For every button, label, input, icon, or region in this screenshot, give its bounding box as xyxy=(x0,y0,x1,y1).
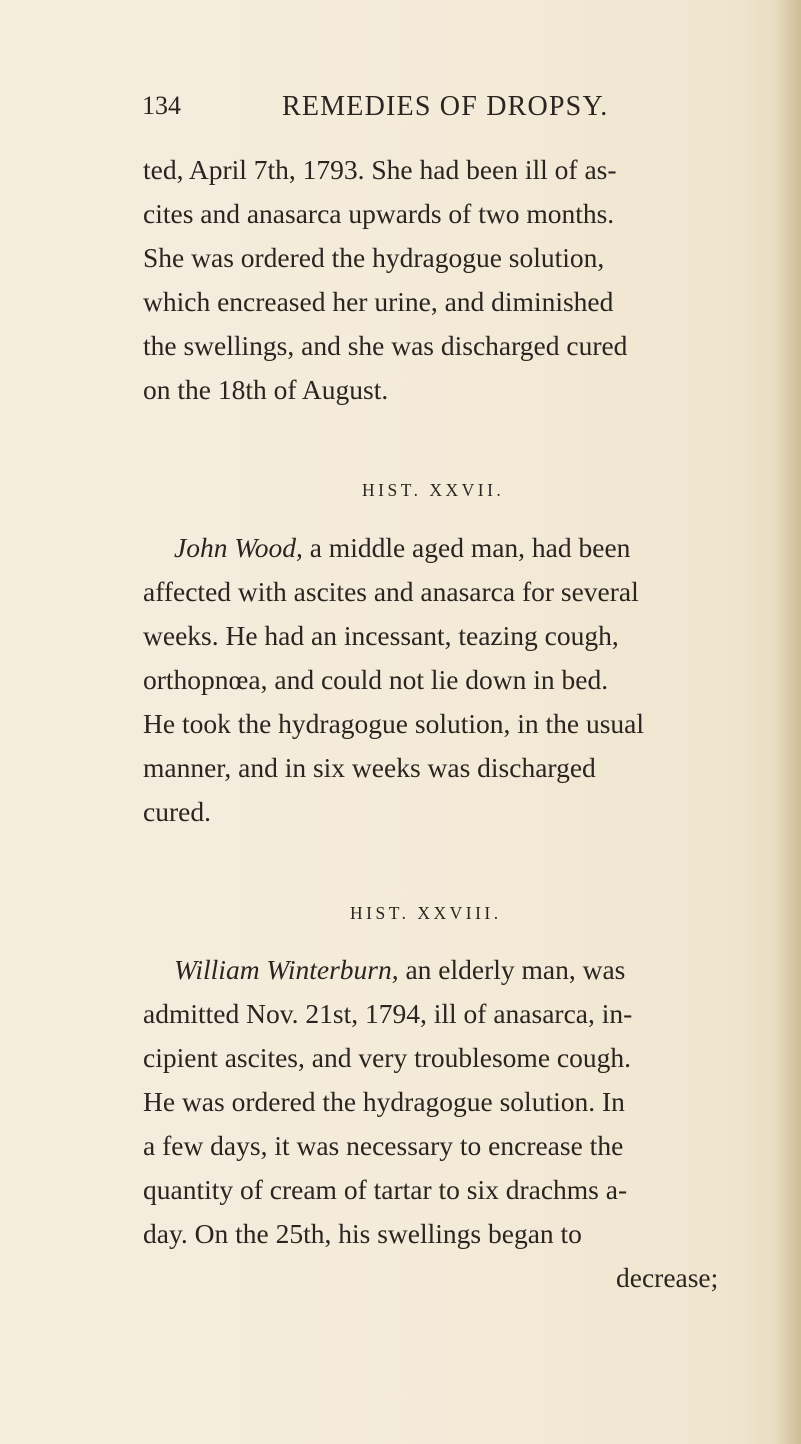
text-line: affected with ascites and anasarca for several xyxy=(143,576,639,607)
text-line: admitted Nov. 21st, 1794, ill of anasarca, in- xyxy=(143,998,633,1029)
text-line: which encreased her urine, and diminished xyxy=(143,286,614,317)
text-line: ted, April 7th, 1793. She had been ill of as- xyxy=(143,154,617,185)
text-line: manner, and in six weeks was discharged xyxy=(143,752,596,783)
text-line: orthopnœa, and could not lie down in bed. xyxy=(143,664,609,695)
text-line: a few days, it was necessary to encrease the xyxy=(143,1130,624,1161)
running-title: REMEDIES OF DROPSY. xyxy=(282,91,609,122)
text-line: quantity of cream of tartar to six drachms a- xyxy=(143,1174,628,1205)
text-line: He took the hydragogue solution, in the usual xyxy=(143,708,645,739)
text-run: a middle aged man, had been xyxy=(302,532,631,563)
page-number: 134 xyxy=(142,91,181,120)
page-edge-shadow xyxy=(775,0,801,1444)
text-line xyxy=(174,534,630,562)
person-name: William Winterburn, xyxy=(174,954,399,985)
text-line: She was ordered the hydragogue solution, xyxy=(143,242,605,273)
person-name: John Wood, xyxy=(174,532,303,563)
text-line: cites and anasarca upwards of two months. xyxy=(143,198,615,229)
text-line: He was ordered the hydragogue solution. In xyxy=(143,1086,625,1117)
catchword: decrease; xyxy=(616,1262,719,1293)
text-line: day. On the 25th, his swellings began to xyxy=(143,1218,582,1249)
section-heading: HIST. XXVII. xyxy=(362,480,505,500)
text-line: on the 18th of August. xyxy=(143,374,389,405)
text-line xyxy=(174,956,625,984)
text-run: an elderly man, was xyxy=(398,954,626,985)
text-line: cured. xyxy=(143,796,211,827)
section-heading: HIST. XXVIII. xyxy=(350,903,502,923)
text-line: weeks. He had an incessant, teazing cough, xyxy=(143,620,619,651)
text-line: the swellings, and she was discharged cured xyxy=(143,330,628,361)
text-line: cipient ascites, and very troublesome cough. xyxy=(143,1042,631,1073)
